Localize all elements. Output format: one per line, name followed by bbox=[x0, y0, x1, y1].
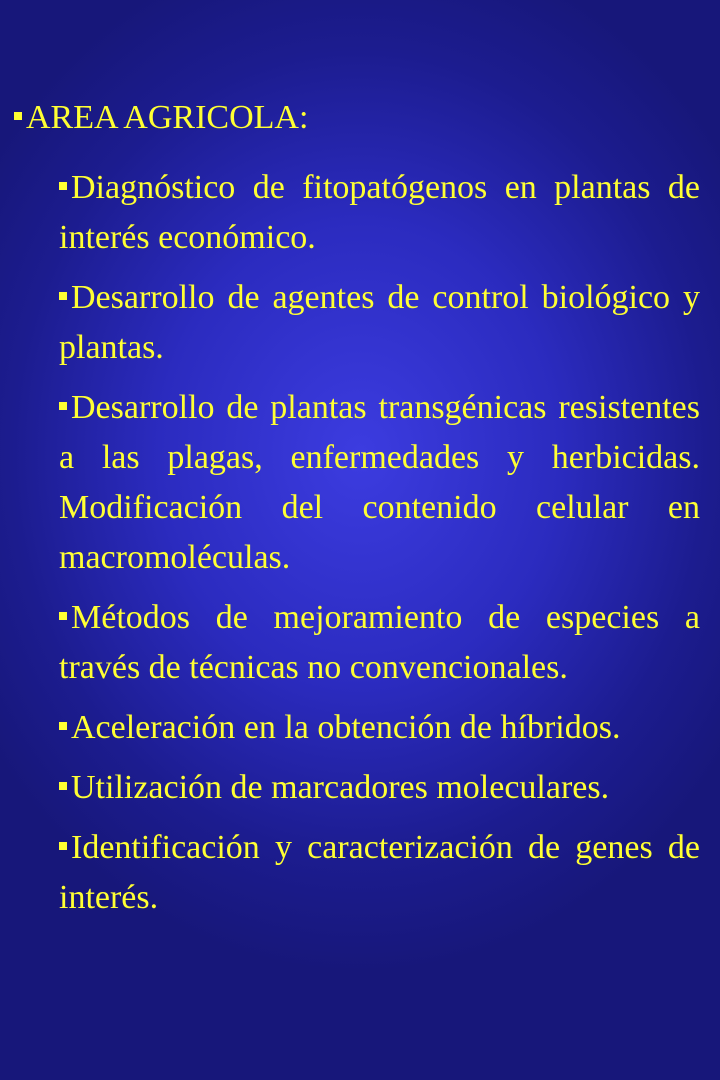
list-item bbox=[59, 823, 700, 923]
square-bullet-icon bbox=[59, 402, 67, 410]
list-item bbox=[59, 273, 700, 373]
list-item-text: Desarrollo de plantas transgénicas resistentes a las plagas, enfermedades y herbicidas. Modificación del contenido celular en macromoléculas. bbox=[59, 389, 700, 576]
bullet-list bbox=[59, 163, 700, 933]
list-item bbox=[59, 703, 700, 753]
list-item-text: Desarrollo de agentes de control biológico y plantas. bbox=[59, 279, 700, 366]
list-item bbox=[59, 383, 700, 583]
list-item-text: Utilización de marcadores moleculares. bbox=[71, 769, 610, 806]
list-item bbox=[59, 763, 700, 813]
square-bullet-icon bbox=[59, 292, 67, 300]
square-bullet-icon bbox=[59, 612, 67, 620]
section-heading bbox=[14, 96, 308, 140]
square-bullet-icon bbox=[59, 182, 67, 190]
list-item bbox=[59, 593, 700, 693]
list-item bbox=[59, 163, 700, 263]
list-item-text: Identificación y caracterización de genes de interés. bbox=[59, 829, 700, 916]
square-bullet-icon bbox=[14, 112, 22, 120]
list-item-text: Aceleración en la obtención de híbridos. bbox=[71, 709, 621, 746]
square-bullet-icon bbox=[59, 782, 67, 790]
square-bullet-icon bbox=[59, 842, 67, 850]
list-item-text: Diagnóstico de fitopatógenos en plantas de interés económico. bbox=[59, 169, 700, 256]
square-bullet-icon bbox=[59, 722, 67, 730]
list-item-text: Métodos de mejoramiento de especies a través de técnicas no convencionales. bbox=[59, 599, 700, 686]
section-heading-text: AREA AGRICOLA: bbox=[26, 99, 309, 136]
